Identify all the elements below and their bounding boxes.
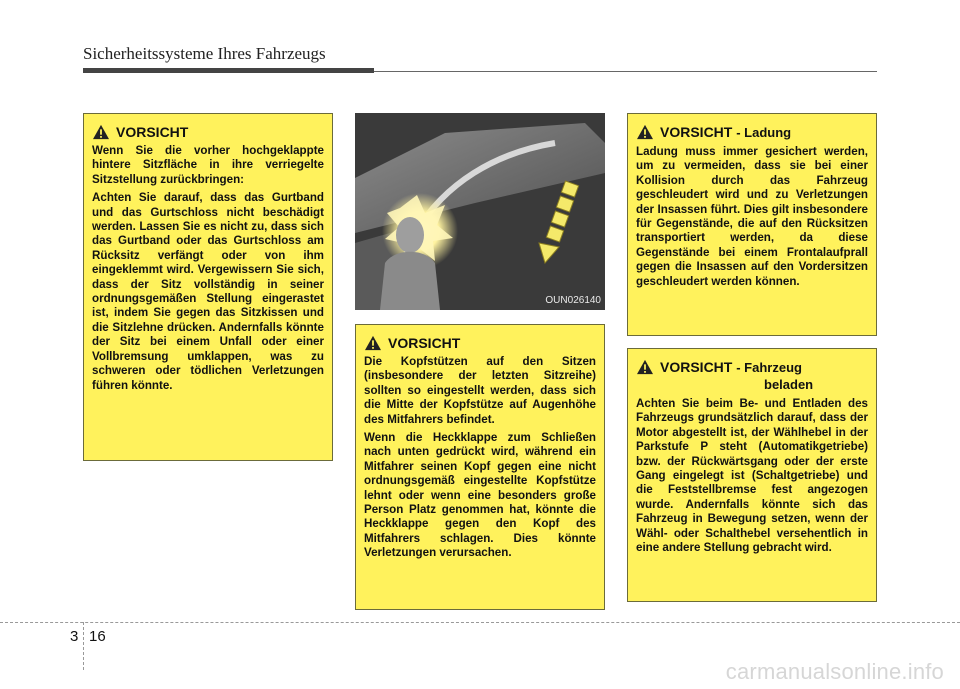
caution-paragraph: Ladung muss immer gesichert werden, um zu vermeiden, dass sie bei einer Kollision durch das Fahrzeug geschleudert wird und zu Verletzungen der Insassen führt. Dies gilt insbesondere für Gegenstände, die auf den Rücksitzen transportiert werden, da diese Gegenstände bei einem Frontalaufprall gegen die Insassen auf den Vordersitzen geschleudert werden können. xyxy=(636,145,868,288)
warning-triangle-icon xyxy=(636,124,654,140)
footer-divider xyxy=(83,622,84,670)
footer-rule xyxy=(0,622,960,623)
illustration-graphic xyxy=(355,113,605,310)
caution-subtitle: - Fahrzeug xyxy=(736,360,802,375)
caution-box-loading xyxy=(627,348,877,602)
caution-box-cargo xyxy=(627,113,877,336)
watermark: carmanualsonline.info xyxy=(725,659,944,684)
caution-title: VORSICHT xyxy=(660,124,733,140)
warning-triangle-icon xyxy=(92,124,110,140)
caution-subtitle: - Ladung xyxy=(736,125,792,140)
caution-title: VORSICHT xyxy=(660,359,733,375)
caution-paragraph: Wenn die Heckklappe zum Schließen nach unten gedrückt wird, während ein Mitfahrer seinen Kopf gegen eine nicht ordnungsgemäß eingestellte Kopfstütze lehnt oder wenn eine besonders große Person Platz genommen hat, könnte die Heckklappe gegen den Kopf des Mitfahrers schlagen. Dies könnte Verletzungen verursachen. xyxy=(364,431,596,560)
warning-triangle-icon xyxy=(364,335,382,351)
page-number: 16 xyxy=(89,628,106,645)
page-header-title: Sicherheitssysteme Ihres Fahrzeugs xyxy=(83,44,326,63)
figure-code: OUN026140 xyxy=(545,295,601,306)
caution-title: VORSICHT xyxy=(388,335,461,351)
caution-paragraph: Achten Sie beim Be- und Entladen des Fahrzeugs grundsätzlich darauf, dass der Motor abgestellt ist, der Wählhebel in der Parkstufe P steht (Automatikgetriebe) bzw. der Rückwärtsgang oder der erste Gang eingelegt ist (Schaltgetriebe) und die Feststellbremse fest angezogen wurde. Andernfalls könnte sich das Fahrzeug in Bewegung setzen, wenn der Wähl- oder Schalthebel versehentlich in eine andere Stellung gebracht wird. xyxy=(636,397,868,555)
headrest-impact-illustration xyxy=(355,113,605,310)
caution-paragraph: Achten Sie darauf, dass das Gurtband und das Gurtschloss nicht beschädigt werden. Lassen Sie es nicht zu, dass sich das Gurtband oder das Gurtschloss am Rücksitz verfängt oder von ihm eingeklemmt wird. Vergewissern Sie sich, dass der Sitz vollständig in seiner ordnungsgemäßen Stellung eingerastet ist, indem Sie gegen das Sitzkissen und die Sitzlehne drücken. Andernfalls könnte der Sitz bei einem Unfall oder einer Vollbremsung umklappen, was zu schweren oder tödlichen Verletzungen führen könnte. xyxy=(92,191,324,392)
warning-triangle-icon xyxy=(636,359,654,375)
caution-box-headrest xyxy=(355,324,605,610)
caution-title: VORSICHT xyxy=(116,124,189,140)
caution-paragraph: Die Kopfstützen auf den Sitzen (insbesondere der letzten Sitzreihe) sollten so eingestellt werden, dass sich die Mitte der Kopfstütze auf Augenhöhe des Mitfahrers befindet. xyxy=(364,355,596,426)
caution-paragraph: Wenn Sie die vorher hochgeklappte hintere Sitzfläche in ihre verriegelte Sitzstellung zurückbringen: xyxy=(92,144,324,186)
caution-subtitle-cont: beladen xyxy=(764,377,814,392)
chapter-number: 3 xyxy=(70,628,79,645)
caution-box-rear-seat xyxy=(83,113,333,461)
header-rule xyxy=(83,68,877,73)
